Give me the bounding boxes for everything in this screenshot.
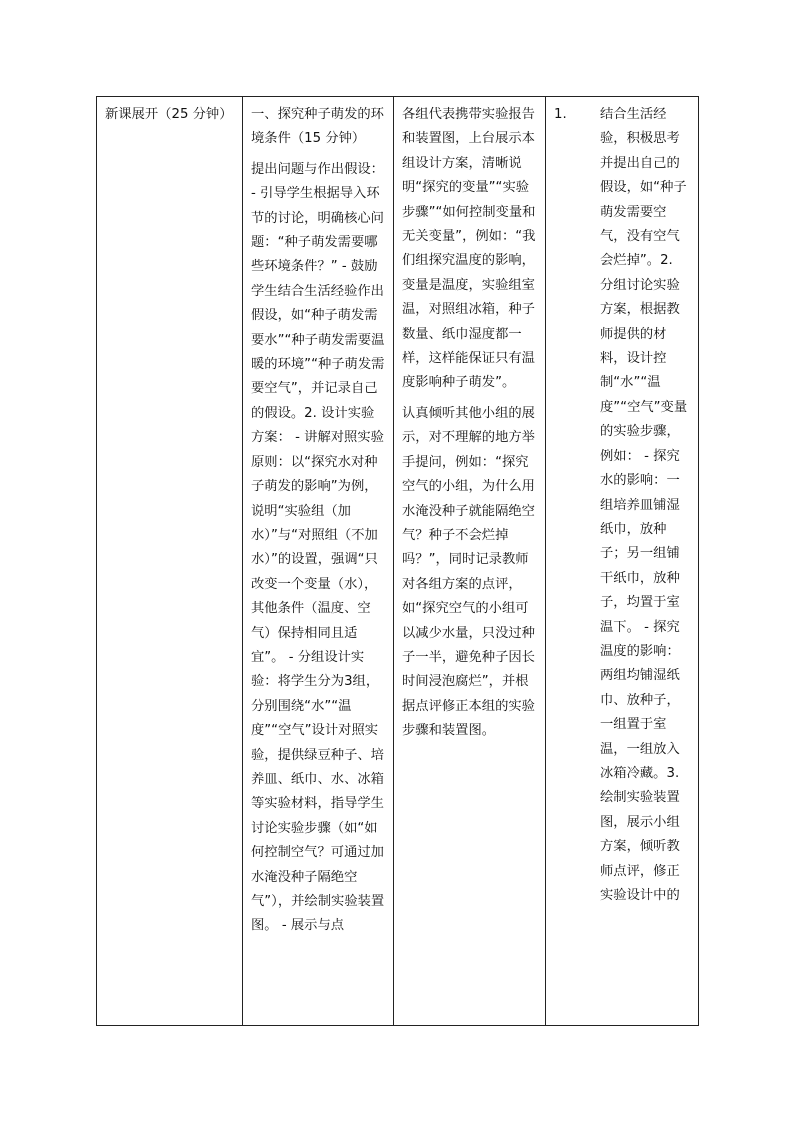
- stage-cell: [97, 97, 243, 1026]
- student-activity-text: 结合生活经验，积极思考并提出自己的假设，如“种子萌发需要空气，没有空气会烂掉”。2. 分组讨论实验方案，根据教师提供的材料，设计控制“水”“温度”“空气”变量的实验步骤，例如： - 探究水的影响：一组培养皿铺湿纸巾，放种子；另一组铺干纸巾，放种子，均置于室温下。 - 探究温度的影响：两组均铺湿纸巾、放种子，一组置于室温，一组放入冰箱冷藏。3. 绘制实验装置图，展示小组方案，倾听教师点评，修正实验设计中的: [600, 107, 688, 903]
- stage-label: 新课展开（25 分钟）: [105, 107, 233, 122]
- section-title: 一、探究种子萌发的环境条件（15 分钟）: [251, 107, 384, 147]
- student-listening-text: 认真倾听其他小组的展示，对不理解的地方举手提问，例如：“探究空气的小组，为什么用水淹没种子就能隔绝空气？种子不会烂掉吗？”，同时记录教师对各组方案的点评，如“探究空气的小组可以减少水量，只没过种子一半，避免种子因长时间浸泡腐烂”，并根据点评修正本组的实验步骤和装置图。: [402, 405, 535, 739]
- list-number: 1.: [554, 107, 567, 122]
- teacher-activity-cell: [243, 97, 394, 1026]
- student-presentation-text: 各组代表携带实验报告和装置图，上台展示本组设计方案，清晰说明“探究的变量”“实验步骤”“如何控制变量和无关变量”，例如：“我们组探究温度的影响，变量是温度，实验组室温，对照组冰箱，种子数量、纸巾湿度都一样，这样能保证只有温度影响种子萌发”。: [402, 107, 536, 391]
- student-activity-cell: [546, 97, 699, 1026]
- student-presentation-cell: [394, 97, 546, 1026]
- lesson-plan-table: [96, 96, 699, 1026]
- table-row: [97, 97, 699, 1026]
- teacher-activity-text: 提出问题与作出假设： - 引导学生根据导入环节的讨论，明确核心问题：“种子萌发需要哪些环境条件？” - 鼓励学生结合生活经验作出假设，如“种子萌发需要水”“种子萌发需要温暖的环境”“种子萌发需要空气”，并记录自己的假设。2. 设计实验方案： - 讲解对照实验原则：以“探究水对种子萌发的影响”为例，说明“实验组（加水）”与“对照组（不加水）”的设置，强调“只改变一个变量（水），其他条件（温度、空气）保持相同且适宜”。 - 分组设计实验：将学生分为3组，分别围绕“水”“温度”“空气”设计对照实验，提供绿豆种子、培养皿、纸巾、水、冰箱等实验材料，指导学生讨论实验步骤（如“如何控制空气？可通过加水淹没种子隔绝空气”），并绘制实验装置图。 - 展示与点: [251, 161, 385, 934]
